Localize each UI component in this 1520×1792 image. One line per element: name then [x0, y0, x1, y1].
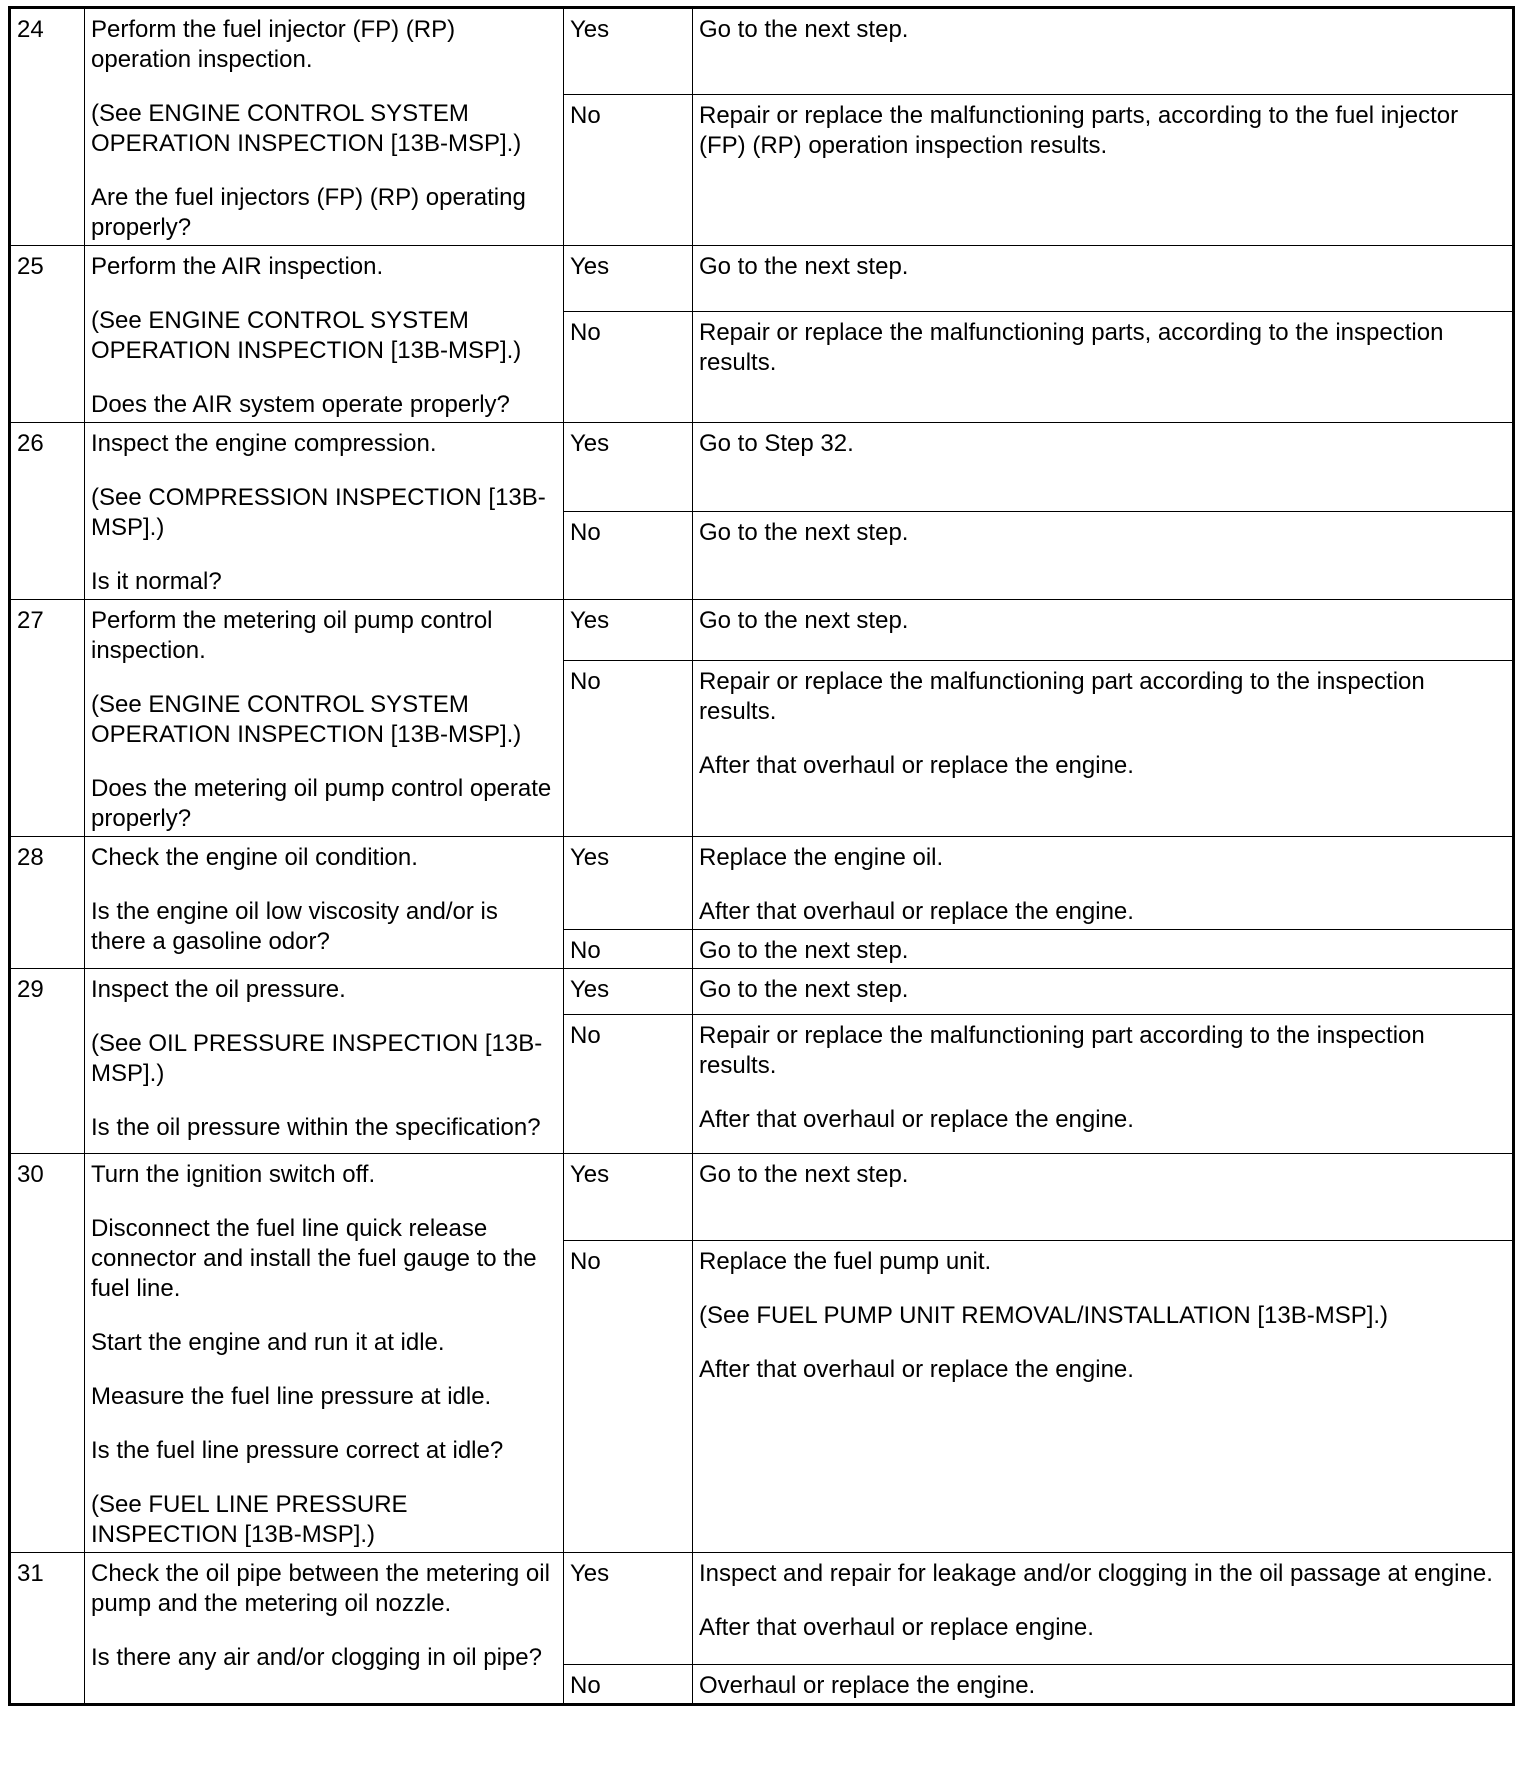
- step-row-yes: [10, 8, 1514, 95]
- action-text: After that overhaul or replace the engine.: [699, 751, 1134, 779]
- inspection-text: Does the AIR system operate properly?: [91, 391, 510, 418]
- result-no: No: [564, 1241, 693, 1553]
- diagnostic-table-body: [10, 8, 1514, 1705]
- action-text: Go to the next step.: [699, 976, 909, 1003]
- action-text: Repair or replace the malfunctioning parts, according to the fuel injector (FP) (RP) operation inspection results.: [699, 102, 1459, 160]
- result-no: No: [564, 1665, 693, 1705]
- action-text: Replace the engine oil.: [699, 844, 944, 871]
- step-row-yes: [10, 1154, 1514, 1241]
- inspection-text: Is the fuel line pressure correct at idle?: [91, 1437, 504, 1464]
- inspection-text: (See OIL PRESSURE INSPECTION [13B-MSP].): [91, 1030, 543, 1087]
- step-number: 31: [10, 1553, 85, 1705]
- action-yes: [693, 8, 1514, 95]
- diagnostic-procedure-sheet: [8, 6, 1512, 1706]
- inspection-text: Is there any air and/or clogging in oil pipe?: [91, 1644, 542, 1671]
- action-text: Go to the next step.: [699, 519, 909, 547]
- action-no: [693, 1665, 1514, 1705]
- step-number: 28: [10, 837, 85, 969]
- action-text: Go to the next step.: [699, 16, 909, 43]
- action-yes: [693, 423, 1514, 512]
- inspection-text: Start the engine and run it at idle.: [91, 1329, 445, 1356]
- result-yes: Yes: [564, 1154, 693, 1241]
- action-text: Go to the next step.: [699, 253, 909, 280]
- action-no: [693, 1015, 1514, 1154]
- result-no: No: [564, 930, 693, 969]
- inspection-text: Perform the metering oil pump control inspection.: [91, 607, 493, 664]
- step-row-yes: [10, 246, 1514, 312]
- result-yes: Yes: [564, 423, 693, 512]
- result-no: No: [564, 1015, 693, 1154]
- result-yes: Yes: [564, 1553, 693, 1665]
- inspection-text: (See COMPRESSION INSPECTION [13B-MSP].): [91, 484, 546, 541]
- inspection-text: Is it normal?: [91, 568, 222, 595]
- inspection-text: Check the oil pipe between the metering oil pump and the metering oil nozzle.: [91, 1560, 550, 1617]
- inspection-text: Disconnect the fuel line quick release connector and install the fuel gauge to the fuel line.: [91, 1215, 537, 1302]
- result-no: No: [564, 660, 693, 836]
- action-yes: [693, 1553, 1514, 1665]
- action-no: [693, 930, 1514, 969]
- inspection-cell: [85, 600, 564, 837]
- action-no: [693, 95, 1514, 246]
- inspection-text: Inspect the engine compression.: [91, 430, 437, 457]
- inspection-text: (See ENGINE CONTROL SYSTEM OPERATION INSPECTION [13B-MSP].): [91, 691, 522, 748]
- inspection-text: Inspect the oil pressure.: [91, 976, 346, 1003]
- inspection-text: Is the oil pressure within the specification?: [91, 1114, 541, 1141]
- inspection-cell: [85, 246, 564, 423]
- step-row-yes: [10, 969, 1514, 1015]
- step-number: 30: [10, 1154, 85, 1553]
- step-row-yes: [10, 600, 1514, 661]
- step-row-yes: [10, 1553, 1514, 1665]
- inspection-text: Perform the AIR inspection.: [91, 253, 384, 280]
- action-text: After that overhaul or replace the engine.: [699, 1356, 1134, 1384]
- step-row-yes: [10, 423, 1514, 512]
- inspection-cell: [85, 1154, 564, 1553]
- action-text: Go to the next step.: [699, 937, 909, 964]
- step-row-yes: [10, 837, 1514, 930]
- action-text: Overhaul or replace the engine.: [699, 1672, 1036, 1699]
- inspection-text: (See FUEL LINE PRESSURE INSPECTION [13B-MSP].): [91, 1491, 408, 1548]
- action-no: [693, 512, 1514, 600]
- result-yes: Yes: [564, 600, 693, 661]
- inspection-cell: [85, 837, 564, 969]
- step-number: 26: [10, 423, 85, 600]
- result-yes: Yes: [564, 837, 693, 930]
- action-yes: [693, 837, 1514, 930]
- action-text: Repair or replace the malfunctioning part according to the inspection results.: [699, 1022, 1425, 1079]
- inspection-text: Is the engine oil low viscosity and/or is there a gasoline odor?: [91, 898, 498, 955]
- inspection-cell: [85, 1553, 564, 1705]
- inspection-text: (See ENGINE CONTROL SYSTEM OPERATION INSPECTION [13B-MSP].): [91, 100, 522, 157]
- inspection-text: Measure the fuel line pressure at idle.: [91, 1383, 492, 1410]
- action-text: After that overhaul or replace engine.: [699, 1614, 1094, 1641]
- action-yes: [693, 246, 1514, 312]
- step-number: 29: [10, 969, 85, 1154]
- action-text: Inspect and repair for leakage and/or clogging in the oil passage at engine.: [699, 1560, 1493, 1587]
- inspection-text: Perform the fuel injector (FP) (RP) operation inspection.: [91, 16, 456, 73]
- inspection-cell: [85, 8, 564, 246]
- inspection-text: Does the metering oil pump control operate properly?: [91, 775, 552, 832]
- step-number: 24: [10, 8, 85, 246]
- step-number: 25: [10, 246, 85, 423]
- result-yes: Yes: [564, 969, 693, 1015]
- action-yes: [693, 1154, 1514, 1241]
- action-no: [693, 660, 1514, 836]
- action-text: After that overhaul or replace the engine.: [699, 1106, 1134, 1133]
- action-text: Repair or replace the malfunctioning parts, according to the inspection results.: [699, 318, 1444, 376]
- result-no: No: [564, 512, 693, 600]
- diagnostic-table: [8, 6, 1515, 1706]
- action-text: Go to the next step.: [699, 1161, 909, 1188]
- inspection-text: Turn the ignition switch off.: [91, 1161, 376, 1188]
- inspection-text: (See ENGINE CONTROL SYSTEM OPERATION INSPECTION [13B-MSP].): [91, 307, 522, 364]
- result-yes: Yes: [564, 8, 693, 95]
- action-yes: [693, 600, 1514, 661]
- action-yes: [693, 969, 1514, 1015]
- action-text: Go to Step 32.: [699, 430, 854, 457]
- action-text: (See FUEL PUMP UNIT REMOVAL/INSTALLATION [13B-MSP].): [699, 1302, 1389, 1330]
- action-text: Replace the fuel pump unit.: [699, 1248, 992, 1276]
- inspection-text: Check the engine oil condition.: [91, 844, 418, 871]
- action-no: [693, 311, 1514, 422]
- inspection-cell: [85, 969, 564, 1154]
- action-text: After that overhaul or replace the engine.: [699, 898, 1134, 925]
- inspection-cell: [85, 423, 564, 600]
- result-yes: Yes: [564, 246, 693, 312]
- action-text: Go to the next step.: [699, 607, 909, 634]
- inspection-text: Are the fuel injectors (FP) (RP) operating properly?: [91, 184, 526, 241]
- result-no: No: [564, 95, 693, 246]
- action-text: Repair or replace the malfunctioning part according to the inspection results.: [699, 667, 1425, 725]
- action-no: [693, 1241, 1514, 1553]
- step-number: 27: [10, 600, 85, 837]
- result-no: No: [564, 311, 693, 422]
